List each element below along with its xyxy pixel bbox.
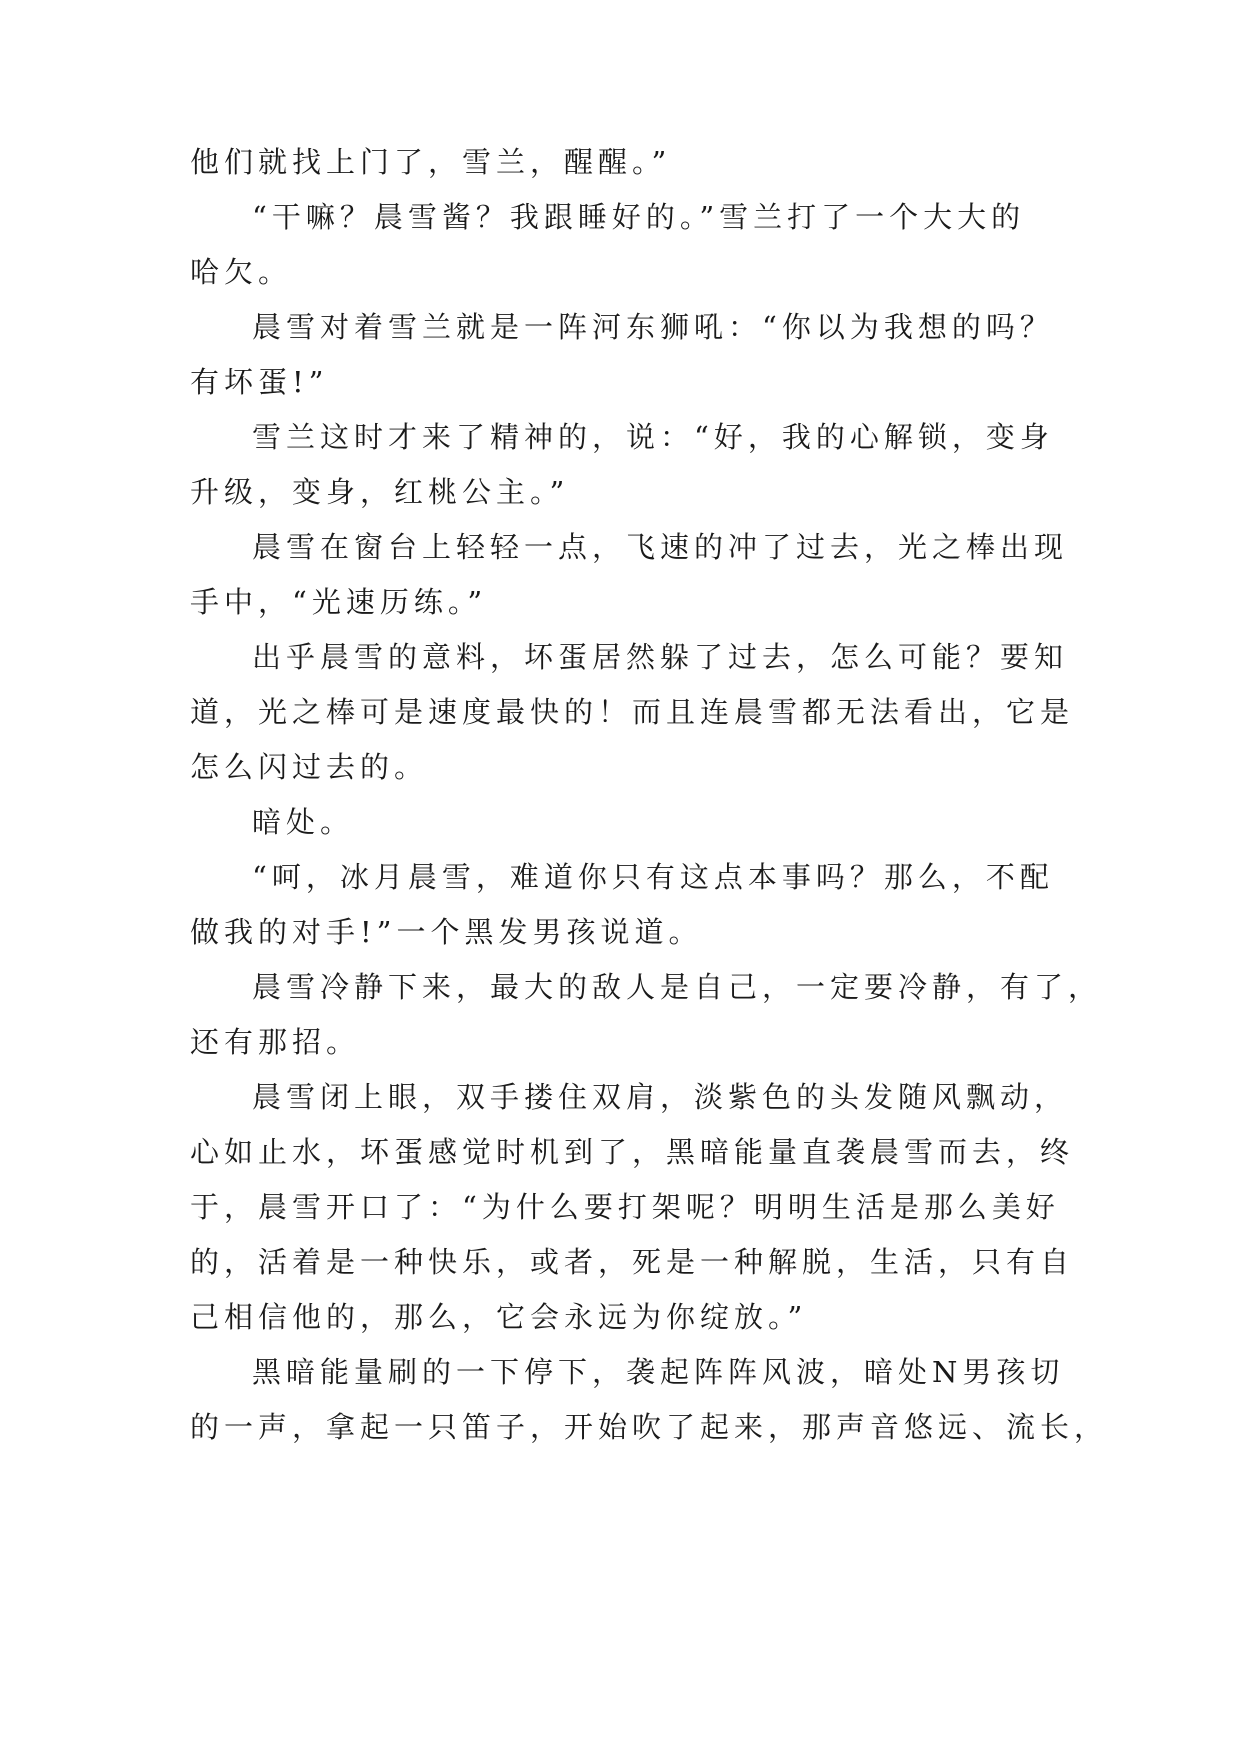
- text-line: 晨雪冷静下来，最大的敌人是自己，一定要冷静，有了，: [252, 970, 1103, 1004]
- text-line: 他们就找上门了，雪兰，醒醒。”: [190, 145, 672, 179]
- text-line: 有坏蛋!”: [190, 365, 329, 399]
- text-line: 晨雪在窗台上轻轻一点，飞速的冲了过去，光之棒出现: [252, 530, 1069, 564]
- text-line: 己相信他的，那么，它会永远为你绽放。”: [190, 1300, 808, 1334]
- text-line: 升级，变身，红桃公主。”: [190, 475, 570, 509]
- text-line: 晨雪闭上眼，双手搂住双肩，淡紫色的头发随风飘动，: [252, 1080, 1069, 1114]
- text-line: 出乎晨雪的意料，坏蛋居然躲了过去，怎么可能？要知: [252, 640, 1069, 674]
- text-line: 哈欠。: [190, 255, 293, 289]
- text-line: 黑暗能量刷的一下停下，袭起阵阵风波，暗处N男孩切: [252, 1355, 1065, 1389]
- text-line: “呵，冰月晨雪，难道你只有这点本事吗？那么，不配: [252, 860, 1054, 894]
- text-line: 怎么闪过去的。: [190, 750, 429, 784]
- text-line: 的，活着是一种快乐，或者，死是一种解脱，生活，只有自: [190, 1245, 1075, 1279]
- text-line: 雪兰这时才来了精神的，说：“好，我的心解锁，变身: [252, 420, 1054, 454]
- text-line: 道，光之棒可是速度最快的！而且连晨雪都无法看出，它是: [190, 695, 1075, 729]
- text-line: 于，晨雪开口了：“为什么要打架呢？明明生活是那么美好: [190, 1190, 1060, 1224]
- text-line: “干嘛？晨雪酱？我跟睡好的。”雪兰打了一个大大的: [252, 200, 1026, 234]
- text-line: 暗处。: [252, 805, 355, 839]
- text-line: 心如止水，坏蛋感觉时机到了，黑暗能量直袭晨雪而去，终: [190, 1135, 1075, 1169]
- text-line: 的一声，拿起一只笛子，开始吹了起来，那声音悠远、流长，: [190, 1410, 1109, 1444]
- text-line: 晨雪对着雪兰就是一阵河东狮吼：“你以为我想的吗？: [252, 310, 1054, 344]
- text-line: 做我的对手!”一个黑发男孩说道。: [190, 915, 703, 949]
- text-line: 手中，“光速历练。”: [190, 585, 488, 619]
- text-line: 还有那招。: [190, 1025, 361, 1059]
